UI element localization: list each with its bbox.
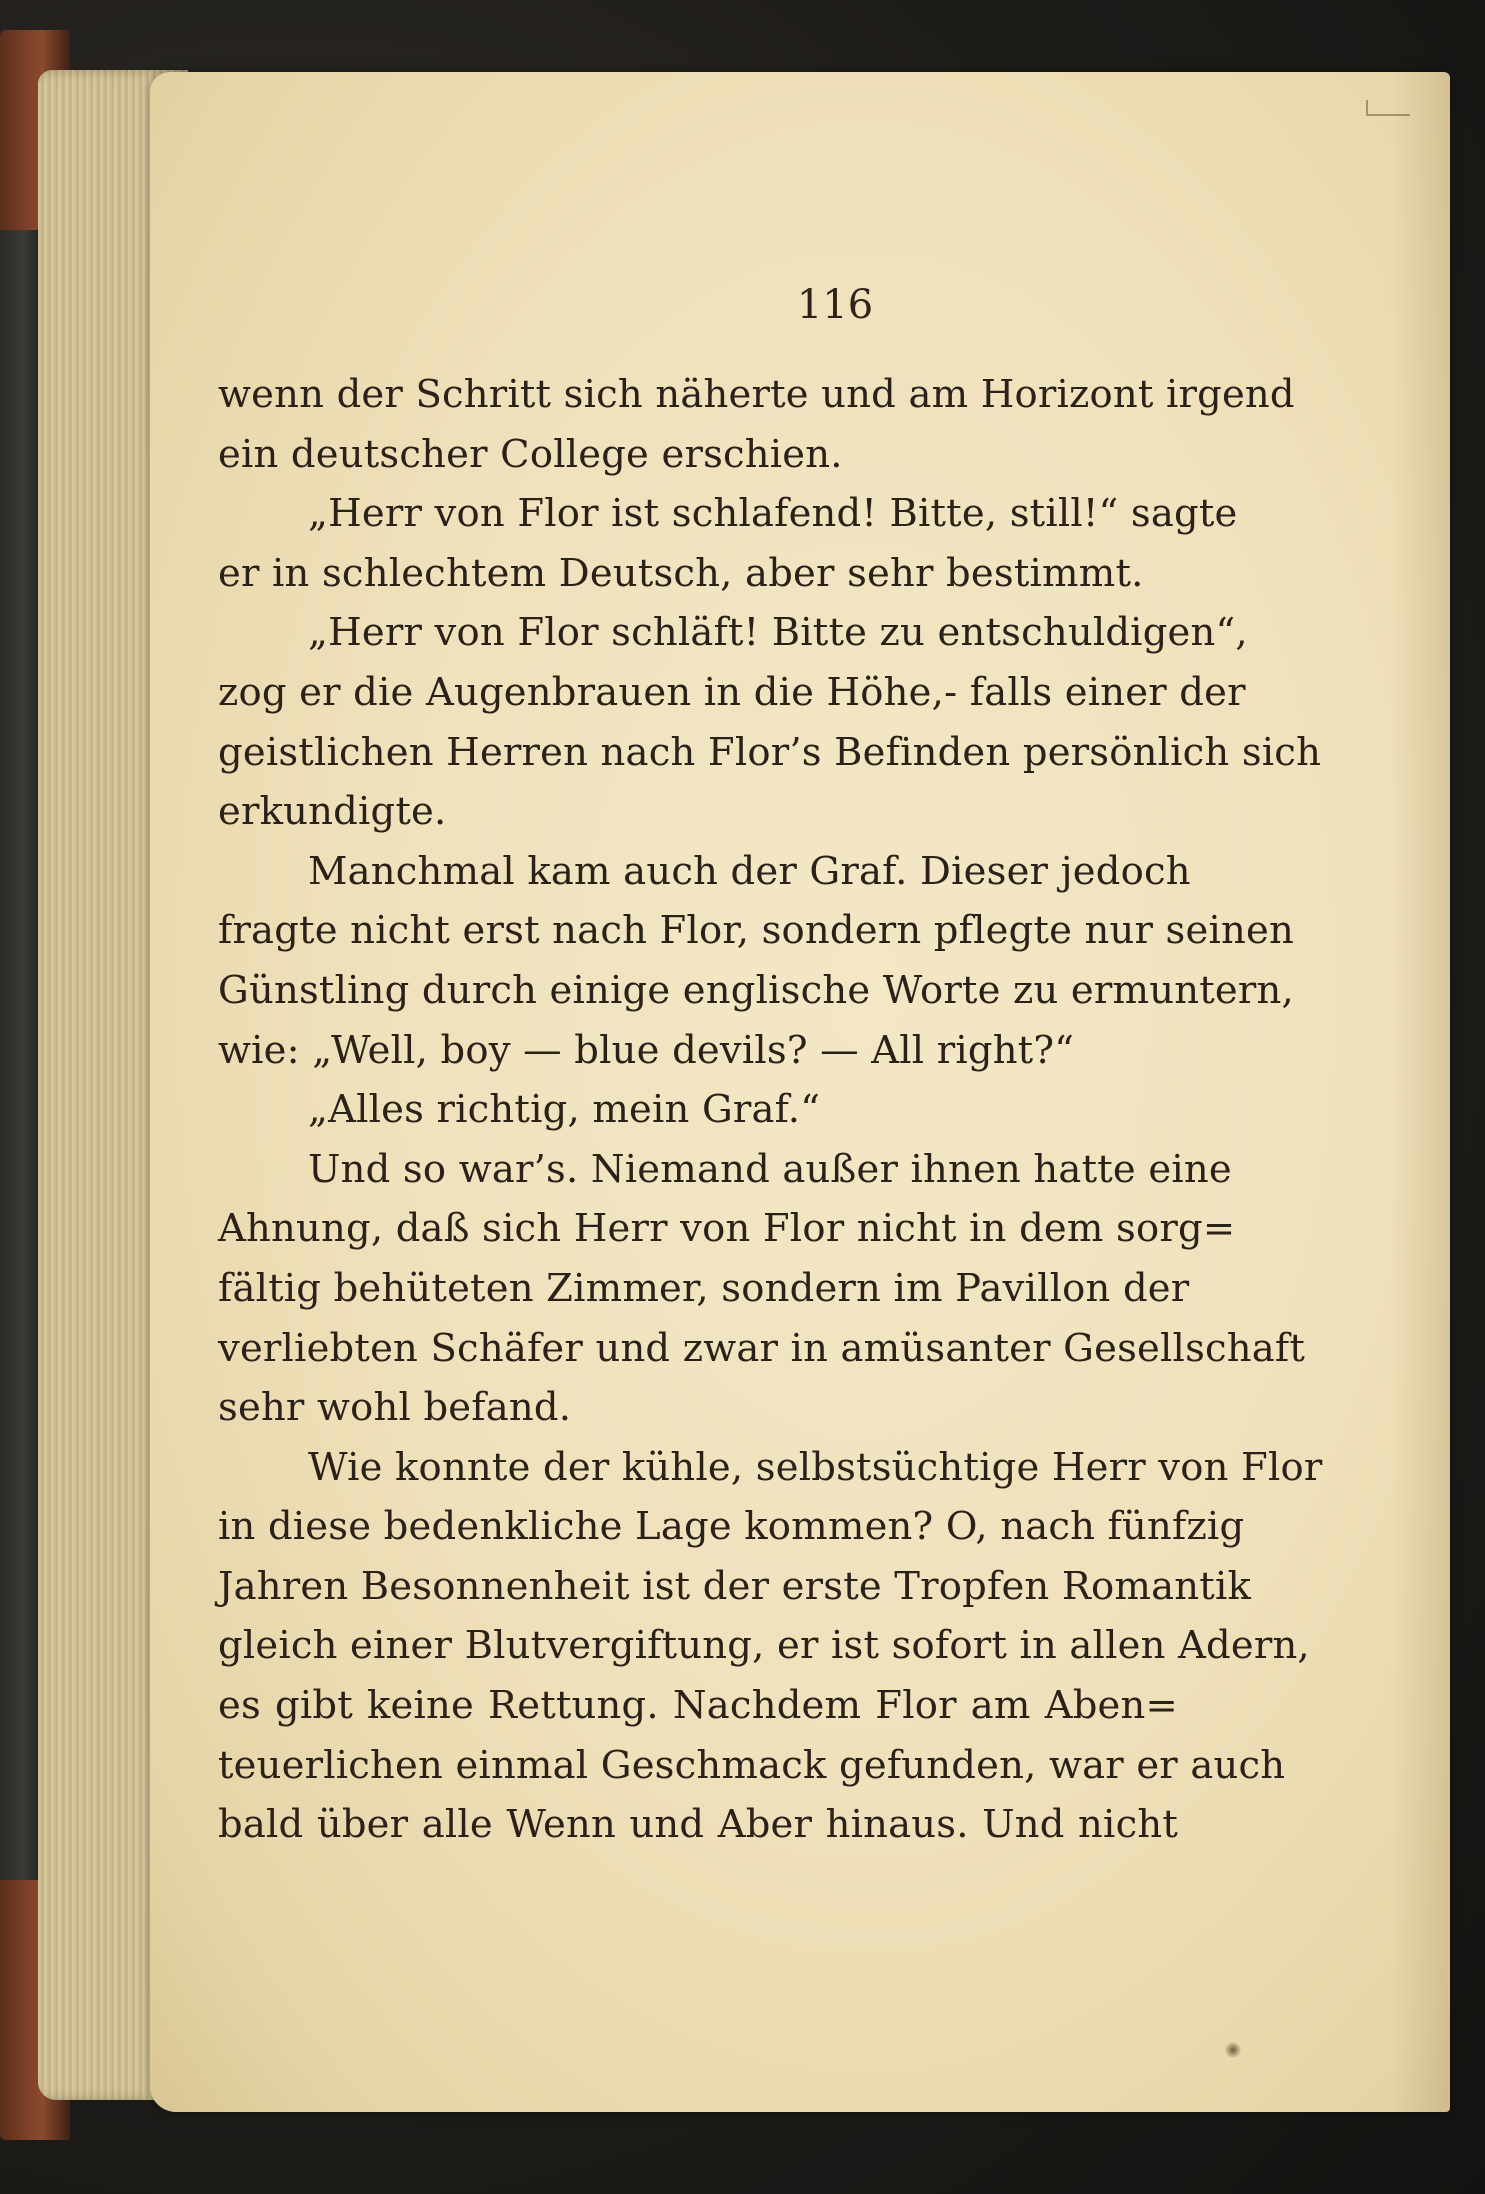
text-line: fältig behüteten Zimmer, sondern im Pavillon der [218, 1265, 1190, 1311]
text-line: Und so war’s. Niemand außer ihnen hatte eine [308, 1146, 1232, 1192]
text-line: teuerlichen einmal Geschmack gefunden, war er auch [218, 1742, 1286, 1788]
page-gutter-shadow [1390, 72, 1450, 2112]
book-cover-cloth [0, 230, 40, 1880]
text-line: sehr wohl befand. [218, 1385, 572, 1431]
text-line: ein deutscher College erschien. [218, 431, 843, 477]
text-line: geistlichen Herren nach Flor’s Befinden persönlich sich [218, 729, 1322, 775]
text-line: Ahnung, daß sich Herr von Flor nicht in dem sorg= [218, 1206, 1236, 1252]
text-line: „Alles richtig, mein Graf.“ [308, 1087, 821, 1133]
paper-stain [1225, 2042, 1241, 2058]
text-line: in diese bedenkliche Lage kommen? O, nach fünfzig [218, 1504, 1245, 1550]
text-line: Jahren Besonnenheit ist der erste Tropfen Romantik [218, 1563, 1251, 1609]
text-line: er in schlechtem Deutsch, aber sehr bestimmt. [218, 550, 1144, 596]
text-line: „Herr von Flor schläft! Bitte zu entschuldigen“, [308, 610, 1248, 656]
text-line: Wie konnte der kühle, selbstsüchtige Herr von Flor [308, 1444, 1323, 1490]
text-line: wie: „Well, boy — blue devils? — All right?“ [218, 1027, 1075, 1073]
text-line: fragte nicht erst nach Flor, sondern pflegte nur seinen [218, 908, 1294, 954]
body-text [218, 365, 1323, 1855]
text-line: es gibt keine Rettung. Nachdem Flor am Aben= [218, 1683, 1178, 1729]
text-line: erkundigte. [218, 789, 447, 835]
text-line: verliebten Schäfer und zwar in amüsanter Gesellschaft [218, 1325, 1306, 1371]
text-line: zog er die Augenbrauen in die Höhe,- falls einer der [218, 669, 1246, 715]
corner-fold-mark [1366, 100, 1410, 116]
text-line: Manchmal kam auch der Graf. Dieser jedoch [308, 848, 1191, 894]
text-line: bald über alle Wenn und Aber hinaus. Und nicht [218, 1802, 1178, 1848]
text-line: wenn der Schritt sich näherte und am Horizont irgend [218, 372, 1295, 417]
text-line: Günstling durch einige englische Worte zu ermuntern, [218, 967, 1294, 1013]
text-line: gleich einer Blutvergiftung, er ist sofort in allen Adern, [218, 1623, 1310, 1669]
page-number: 116 [796, 282, 874, 328]
text-line: „Herr von Flor ist schlafend! Bitte, still!“ sagte [308, 491, 1238, 537]
